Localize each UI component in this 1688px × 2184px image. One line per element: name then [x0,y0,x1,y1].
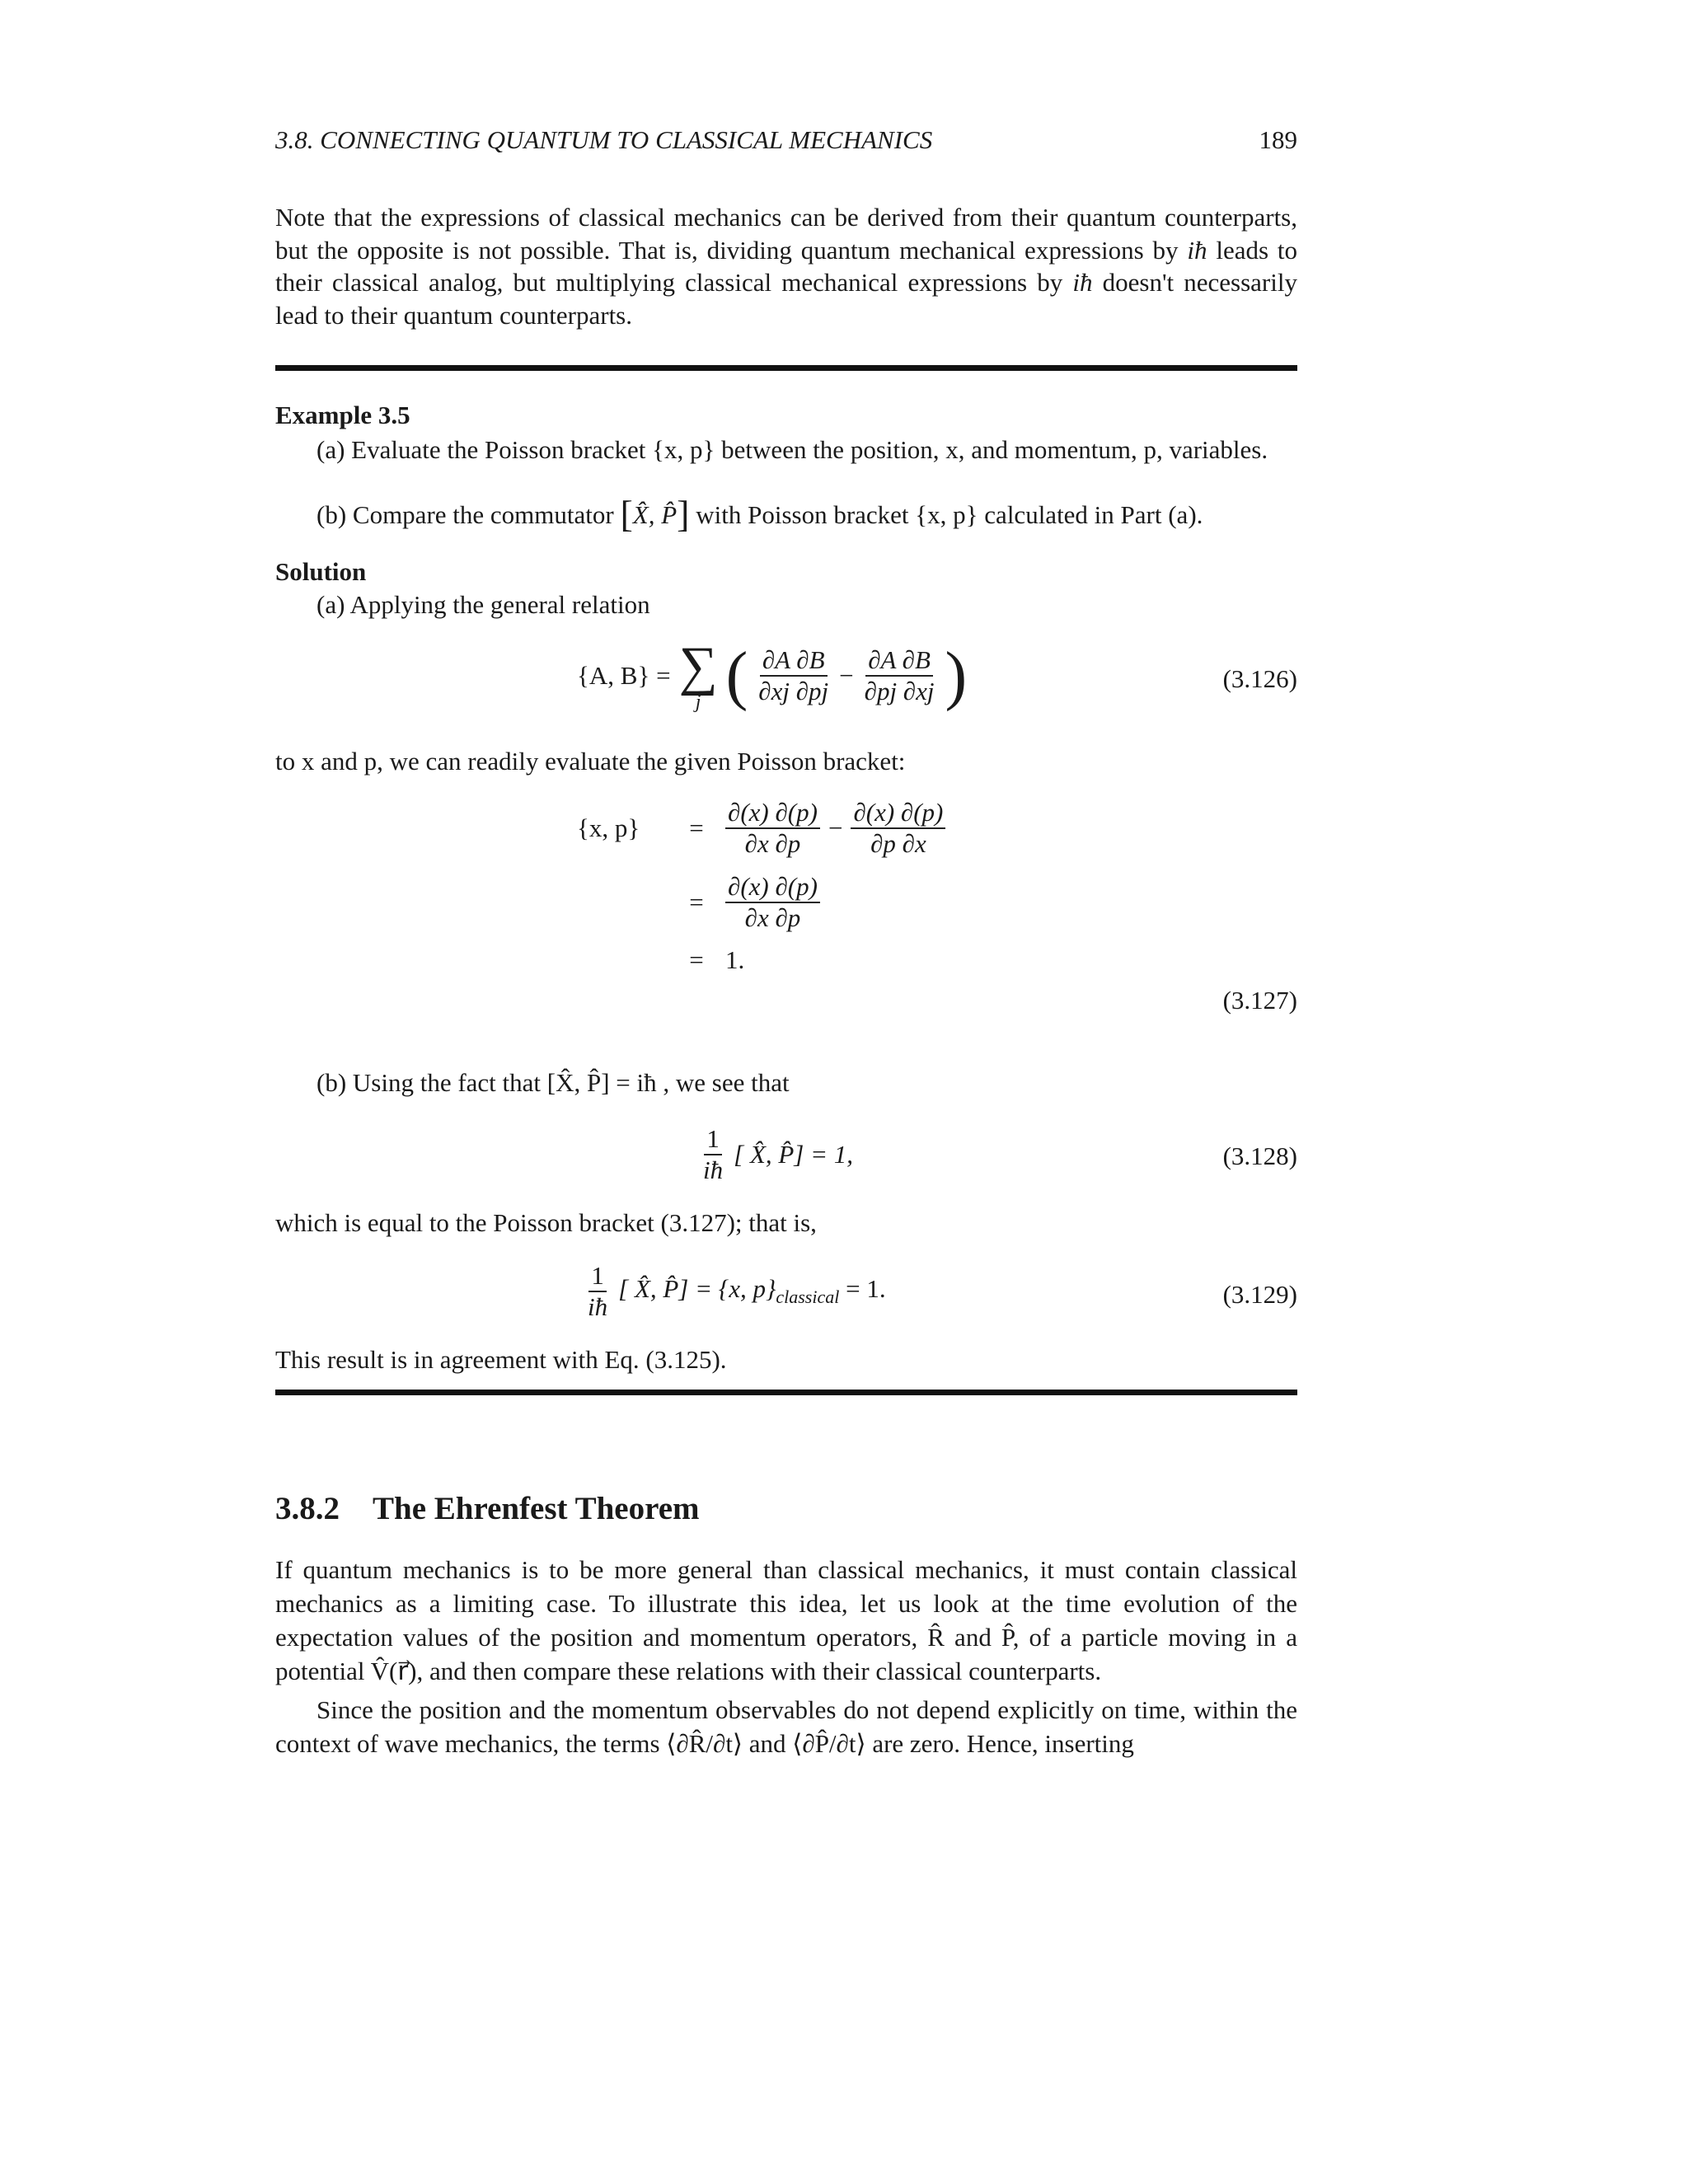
section-title: The Ehrenfest Theorem [373,1491,700,1526]
example-title: Example 3.5 [275,401,410,429]
equation-3-127: {x, p} = $\frac{\partial(x) \partial(p)}{\partial x \partial p}$ − $\frac{\partial(x) \partial(p)}{\partial p \partial x}$ = $\frac{\partial(x) \partial(p)}{\partial x \partial p}$ = 1. [577,791,1071,981]
equation-3-129: $\frac{1}{iħ}$ [ X̂, P̂] = {x, $p\}_{classical} = 1$. [585,1261,886,1322]
equation-number-3-127: (3.127) [1222,986,1297,1015]
solution-part-a: (a) Applying the general relation [316,590,650,619]
fraction: $\frac{\partial(x) \partial(p)}{\partial x \partial p}$ [725,798,820,859]
section-heading [275,1490,700,1527]
section-number: 3.8.2 [275,1491,340,1526]
fraction: $\frac{1}{iħ}$ [588,1261,608,1321]
example-top-rule [275,365,1297,371]
example-conclusion: This result is in agreement with Eq. (3.125). [275,1345,727,1374]
example-part-b: (b) Compare the commutator [X̂, P̂] with Poisson bracket {x, p} calculated in Part (a). [316,493,1203,535]
commutator: [X̂, P̂] [620,493,690,535]
after-eq-128: which is equal to the Poisson bracket (3.127); that is, [275,1208,817,1237]
solution-part-b: (b) Using the fact that [X̂, P̂] = iħ , we see that [316,1068,790,1097]
equation-number-3-126: (3.126) [1222,664,1297,693]
fraction: $\frac{\partial(x) \partial(p)}{\partial p \partial x}$ [851,798,945,859]
fraction: $\frac{\partial A \partial B}{\partial xj \partial pj}$ [758,645,829,706]
running-title: 3.8. CONNECTING QUANTUM TO CLASSICAL MECHANICS [275,125,933,154]
equation-3-126: {A, B} = ∑ j ( $\frac{\partial A \partial B}{\partial xj \partial pj}$ − $\frac{\partial A \partial B}{\partial pj \partial xj}$ ) [577,636,968,713]
fraction: $\frac{\partial(x) \partial(p)}{\partial x \partial p}$ [725,872,820,933]
sum-symbol: ∑ j [678,636,718,713]
example-part-a: (a) Evaluate the Poisson bracket {x, p} between the position, x, and momentum, p, variables. [316,435,1268,464]
equation-3-128: $\frac{1}{iħ}$ [ X̂, P̂] = 1, [701,1124,853,1185]
after-eq-126: to x and p, we can readily evaluate the given Poisson bracket: [275,747,906,776]
example-bottom-rule [275,1390,1297,1395]
section-paragraph-2: Since the position and the momentum observables do not depend explicitly on time, within the context of wave mechanics, the terms ⟨∂R̂/∂t⟩ and ⟨∂P̂/∂t⟩ are zero. Hence, inserting [275,1695,1297,1758]
fraction: $\frac{\partial A \partial B}{\partial pj \partial xj}$ [864,645,935,706]
running-header [275,125,1297,158]
equation-number-3-129: (3.129) [1222,1280,1297,1309]
solution-title: Solution [275,557,367,586]
section-paragraph-1: If quantum mechanics is to be more general than classical mechanics, it must contain classical mechanics as a limiting case. To illustrate this idea, let us look at the time evolution of the expectation values of the position and momentum operators, R̂ and P̂, of a particle moving in a potential V̂(r⃗), and then compare these relations with their classical counterparts. [275,1555,1297,1685]
page-number: 189 [1259,125,1297,154]
intro-paragraph: Note that the expressions of classical mechanics can be derived from their quantum counterparts, but the opposite is not possible. That is, dividing quantum mechanical expressions by iħ leads to their classical analog, but multiplying classical mechanical expressions by iħ doesn't necessarily lead to their quantum counterparts. [275,203,1298,330]
equation-number-3-128: (3.128) [1222,1141,1297,1170]
fraction: $\frac{1}{iħ}$ [703,1124,724,1184]
